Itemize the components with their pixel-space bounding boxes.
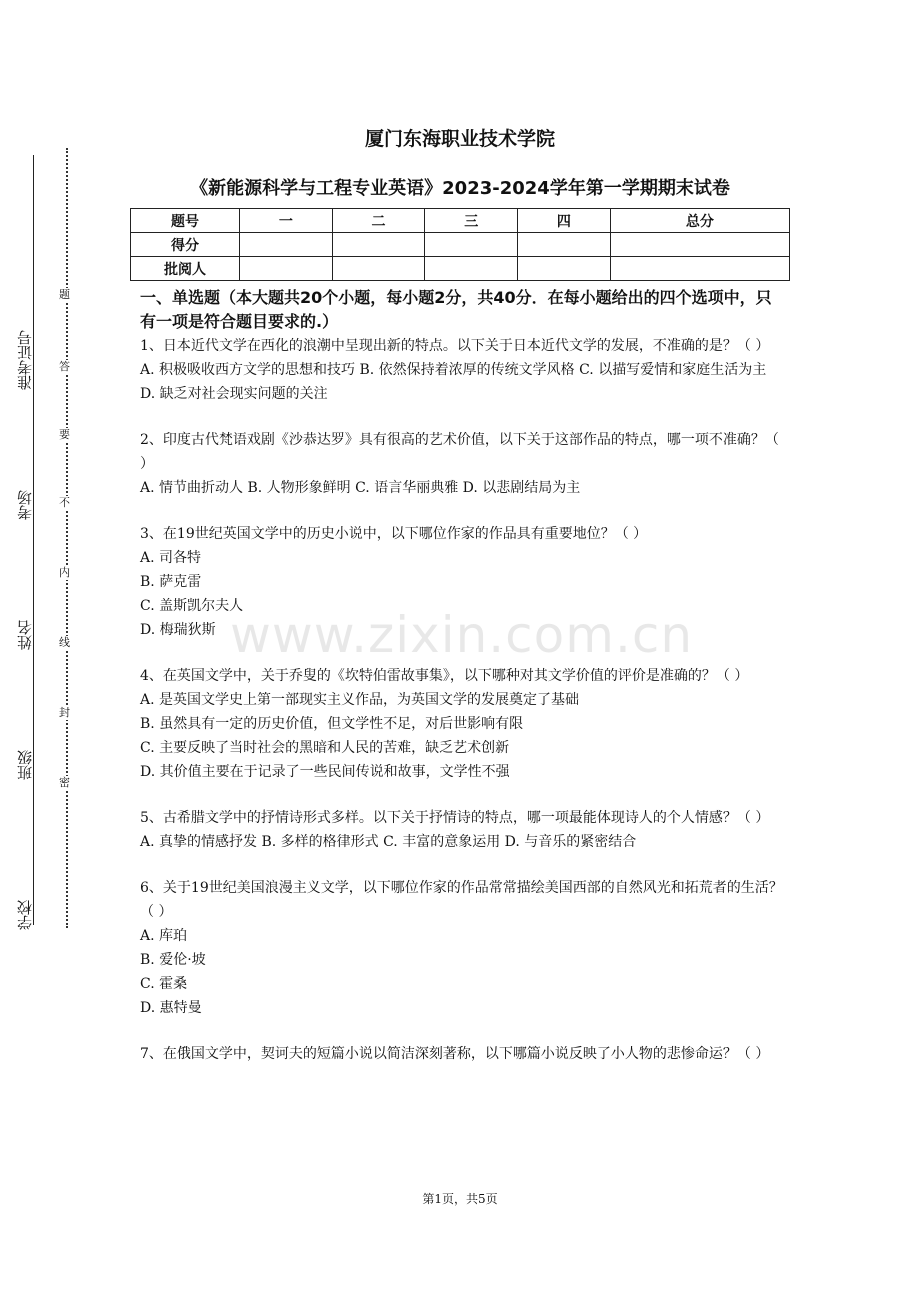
- school-title: 厦门东海职业技术学院: [364, 128, 555, 150]
- question-options: A. 积极吸收西方文学的思想和技巧 B. 依然保持着浓厚的传统文学风格 C. 以描写爱情和家庭生活为主 D. 缺乏对社会现实问题的关注: [140, 362, 767, 402]
- row-label: 批阅人: [131, 257, 240, 281]
- option-c: C. 盖斯凯尔夫人: [140, 598, 244, 614]
- score-row: [131, 233, 790, 257]
- option-a: A. 是英国文学史上第一部现实主义作品，为英国文学的发展奠定了基础: [140, 692, 580, 708]
- seal-char: 答: [59, 360, 70, 373]
- header-cell: 总分: [610, 209, 789, 233]
- option-d: D. 其价值主要在于记录了一些民间传说和故事，文学性不强: [140, 764, 510, 780]
- question-stem: 2、印度古代梵语戏剧《沙恭达罗》具有很高的艺术价值，以下关于这部作品的特点，哪一项不准确？（ ）: [140, 432, 779, 472]
- seal-char: 封: [59, 706, 70, 719]
- question-options: A. 真挚的情感抒发 B. 多样的格律形式 C. 丰富的意象运用 D. 与音乐的紧密结合: [140, 834, 637, 850]
- option-b: B. 爱伦·坡: [140, 952, 206, 968]
- question-stem: 1、日本近代文学在西化的浪潮中呈现出新的特点。以下关于日本近代文学的发展，不准确的是？（ ）: [140, 338, 770, 354]
- score-table: [130, 208, 790, 281]
- grader-cell[interactable]: [518, 257, 611, 281]
- page-footer: 第1页，共5页: [422, 1192, 498, 1206]
- seal-char: 密: [59, 776, 70, 789]
- option-a: A. 司各特: [140, 550, 202, 566]
- question-stem: 3、在19世纪英国文学中的历史小说中，以下哪位作家的作品具有重要地位？（ ）: [140, 526, 648, 542]
- header-cell: 三: [425, 209, 518, 233]
- option-a: A. 库珀: [140, 928, 188, 944]
- score-cell[interactable]: [610, 233, 789, 257]
- header-cell: 题号: [131, 209, 240, 233]
- question-options: A. 情节曲折动人 B. 人物形象鲜明 C. 语言华丽典雅 D. 以悲剧结局为主: [140, 480, 581, 496]
- score-table-header-row: [131, 209, 790, 233]
- exam-title: 《新能源科学与工程专业英语》2023-2024学年第一学期期末试卷: [190, 178, 730, 199]
- grader-cell[interactable]: [425, 257, 518, 281]
- option-d: D. 梅瑞狄斯: [140, 622, 216, 638]
- seal-dotted-line: [66, 148, 68, 928]
- name-label: 姓名: [16, 620, 34, 650]
- question-stem: 7、在俄国文学中，契诃夫的短篇小说以简洁深刻著称，以下哪篇小说反映了小人物的悲惨命运？（ ）: [140, 1046, 770, 1062]
- question-stem: 6、关于19世纪美国浪漫主义文学，以下哪位作家的作品常常描绘美国西部的自然风光和拓荒者的生活？（ ）: [140, 880, 783, 920]
- grader-cell[interactable]: [332, 257, 425, 281]
- question-1: [140, 334, 785, 406]
- exam-number-label: 准考证号: [16, 330, 34, 390]
- seal-char: 内: [59, 566, 70, 579]
- exam-content: [140, 286, 785, 1066]
- grader-cell[interactable]: [240, 257, 333, 281]
- score-cell[interactable]: [332, 233, 425, 257]
- seal-char: 线: [59, 636, 70, 649]
- question-7: [140, 1042, 785, 1066]
- question-stem: 5、古希腊文学中的抒情诗形式多样。以下关于抒情诗的特点，哪一项最能体现诗人的个人情感？（ ）: [140, 810, 770, 826]
- class-label: 班级: [16, 750, 34, 780]
- watermark: www.zixin.com.cn: [230, 606, 694, 664]
- seal-char: 不: [59, 496, 70, 509]
- school-label: 学校: [16, 900, 34, 930]
- header-cell: 二: [332, 209, 425, 233]
- grader-cell[interactable]: [610, 257, 789, 281]
- question-5: [140, 806, 785, 854]
- score-cell[interactable]: [425, 233, 518, 257]
- option-c: C. 霍桑: [140, 976, 188, 992]
- student-info-strip: [14, 330, 40, 950]
- question-stem: 4、在英国文学中，关于乔叟的《坎特伯雷故事集》，以下哪种对其文学价值的评价是准确的？（ ）: [140, 668, 749, 684]
- seal-char: 要: [59, 428, 70, 441]
- exam-room-label: 考场: [16, 490, 34, 520]
- option-b: B. 萨克雷: [140, 574, 202, 590]
- section-title: 一、单选题（本大题共20个小题，每小题2分，共40分．在每小题给出的四个选项中，只有一项是符合题目要求的.）: [140, 288, 772, 331]
- option-c: C. 主要反映了当时社会的黑暗和人民的苦难，缺乏艺术创新: [140, 740, 510, 756]
- question-2: [140, 428, 785, 500]
- score-cell[interactable]: [240, 233, 333, 257]
- question-4: [140, 664, 785, 784]
- option-b: B. 虽然具有一定的历史价值，但文学性不足，对后世影响有限: [140, 716, 524, 732]
- header-cell: 一: [240, 209, 333, 233]
- score-cell[interactable]: [518, 233, 611, 257]
- row-label: 得分: [131, 233, 240, 257]
- question-6: [140, 876, 785, 1020]
- option-d: D. 惠特曼: [140, 1000, 202, 1016]
- grader-row: [131, 257, 790, 281]
- header-cell: 四: [518, 209, 611, 233]
- seal-char: 题: [59, 288, 70, 301]
